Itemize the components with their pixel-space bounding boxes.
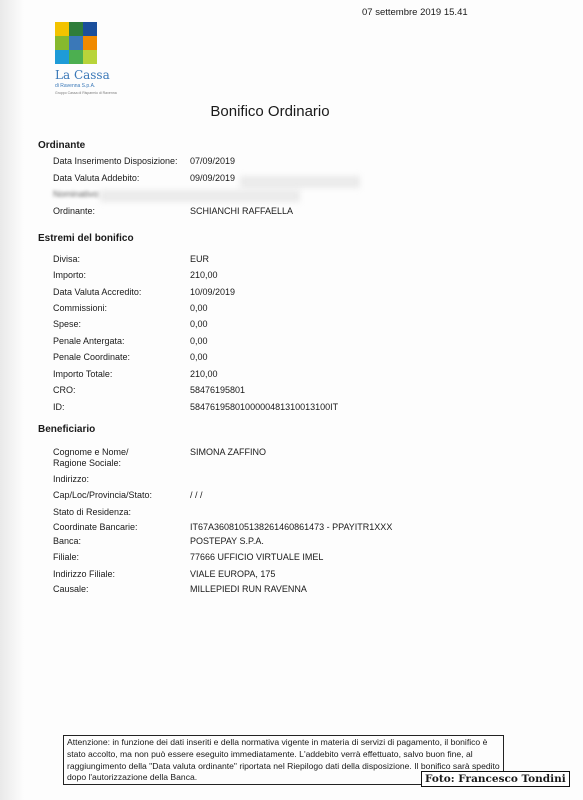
row-label: Divisa: — [53, 254, 81, 264]
logo-tile — [69, 36, 83, 50]
estremi-row — [53, 336, 533, 350]
row-value: SIMONA ZAFFINO — [190, 447, 267, 457]
row-value: 09/09/2019 — [190, 173, 236, 183]
estremi-row — [53, 319, 533, 333]
row-value: 0,00 — [190, 352, 208, 362]
row-label-line1: Cognome e Nome/ — [53, 447, 129, 457]
redaction-smudge — [240, 176, 360, 188]
row-value: 10/09/2019 — [190, 287, 236, 297]
row-label: Indirizzo Filiale: — [53, 569, 116, 579]
estremi-row — [53, 369, 533, 383]
row-label: Commissioni: — [53, 303, 108, 313]
row-label-line2: Ragione Sociale: — [53, 458, 122, 468]
logo-tile — [55, 22, 69, 36]
row-label: Data Valuta Addebito: — [53, 173, 140, 183]
row-value: 0,00 — [190, 319, 208, 329]
beneficiario-row — [53, 584, 533, 598]
row-label: Coordinate Bancarie: — [53, 522, 138, 532]
row-label: CRO: — [53, 385, 76, 395]
bank-logo-name: La Cassa — [55, 68, 110, 82]
logo-tile — [83, 22, 97, 36]
estremi-row — [53, 402, 533, 416]
logo-tile — [69, 50, 83, 64]
row-label: Importo Totale: — [53, 369, 113, 379]
section-heading-ordinante: Ordinante — [38, 140, 86, 151]
estremi-row — [53, 254, 533, 268]
row-value: 0,00 — [190, 303, 208, 313]
document-title: Bonifico Ordinario — [210, 103, 330, 120]
bank-logo-tagline: Gruppo Cassa di Risparmio di Ravenna — [55, 91, 117, 95]
row-label: ID: — [53, 402, 65, 412]
row-value: 0,00 — [190, 336, 208, 346]
row-label: Filiale: — [53, 552, 80, 562]
beneficiario-row — [53, 522, 533, 536]
row-label: Indirizzo: — [53, 474, 90, 484]
row-value: VIALE EUROPA, 175 — [190, 569, 276, 579]
estremi-row — [53, 270, 533, 284]
ordinante-row — [53, 156, 533, 170]
row-value: 07/09/2019 — [190, 156, 236, 166]
beneficiario-name-row — [53, 447, 533, 473]
row-label: Nominativo: — [53, 189, 101, 199]
row-value: 210,00 — [190, 369, 218, 379]
beneficiario-row — [53, 490, 533, 504]
estremi-row — [53, 352, 533, 366]
row-value: MILLEPIEDI RUN RAVENNA — [190, 584, 307, 594]
row-label: Data Valuta Accredito: — [53, 287, 142, 297]
row-label: Penale Coordinate: — [53, 352, 131, 362]
row-label: Ordinante: — [53, 206, 96, 216]
photo-credit: Foto: Francesco Tondini — [421, 771, 570, 787]
bank-logo-subtitle: di Ravenna S.p.A. — [55, 83, 96, 89]
bank-logo-mosaic-icon — [55, 22, 97, 64]
row-label: Penale Antergata: — [53, 336, 125, 346]
section-heading-beneficiario: Beneficiario — [38, 424, 96, 435]
row-value: / / / — [190, 490, 203, 500]
beneficiario-row — [53, 536, 533, 550]
estremi-row — [53, 303, 533, 317]
beneficiario-row — [53, 507, 533, 521]
row-label: Cap/Loc/Provincia/Stato: — [53, 490, 153, 500]
row-value: 77666 UFFICIO VIRTUALE IMEL — [190, 552, 324, 562]
estremi-row — [53, 287, 533, 301]
row-value: POSTEPAY S.P.A. — [190, 536, 264, 546]
logo-tile — [69, 22, 83, 36]
page-fold-shadow — [0, 0, 24, 800]
row-label: Importo: — [53, 270, 87, 280]
row-label: Data Inserimento Disposizione: — [53, 156, 178, 166]
logo-tile — [55, 36, 69, 50]
print-timestamp: 07 settembre 2019 15.41 — [362, 7, 468, 18]
logo-tile — [83, 36, 97, 50]
logo-tile — [83, 50, 97, 64]
logo-tile — [55, 50, 69, 64]
estremi-row — [53, 385, 533, 399]
beneficiario-row — [53, 569, 533, 583]
row-value: EUR — [190, 254, 210, 264]
row-label: Causale: — [53, 584, 89, 594]
row-label: Spese: — [53, 319, 82, 329]
row-value: IT67A3608105138261460861473 - PPAYITR1XXX — [190, 522, 393, 532]
ordinante-row — [53, 206, 533, 220]
bank-logo — [55, 22, 117, 95]
redaction-smudge — [100, 190, 300, 202]
row-value: SCHIANCHI RAFFAELLA — [190, 206, 294, 216]
beneficiario-row — [53, 552, 533, 566]
row-value: 5847619580100000481310013100IT — [190, 402, 339, 412]
section-heading-estremi: Estremi del bonifico — [38, 233, 134, 244]
row-value: 58476195801 — [190, 385, 246, 395]
row-label: Banca: — [53, 536, 82, 546]
beneficiario-row — [53, 474, 533, 488]
row-label: Stato di Residenza: — [53, 507, 132, 517]
row-value: 210,00 — [190, 270, 218, 280]
notice-box: Attenzione: in funzione dei dati inseriti e della normativa vigente in materia di servizi di pagamento, il bonifico è stato accolto, ma non può essere eseguito immediatamente. L'addebito verrà effettuato, salvo buon fine, al raggiungimento della "Data valuta ordinante" riportata nel Riepilogo dati della disposizione. Il bonifico sarà spedito dopo l'autorizzazione della Banca. — [63, 735, 504, 785]
